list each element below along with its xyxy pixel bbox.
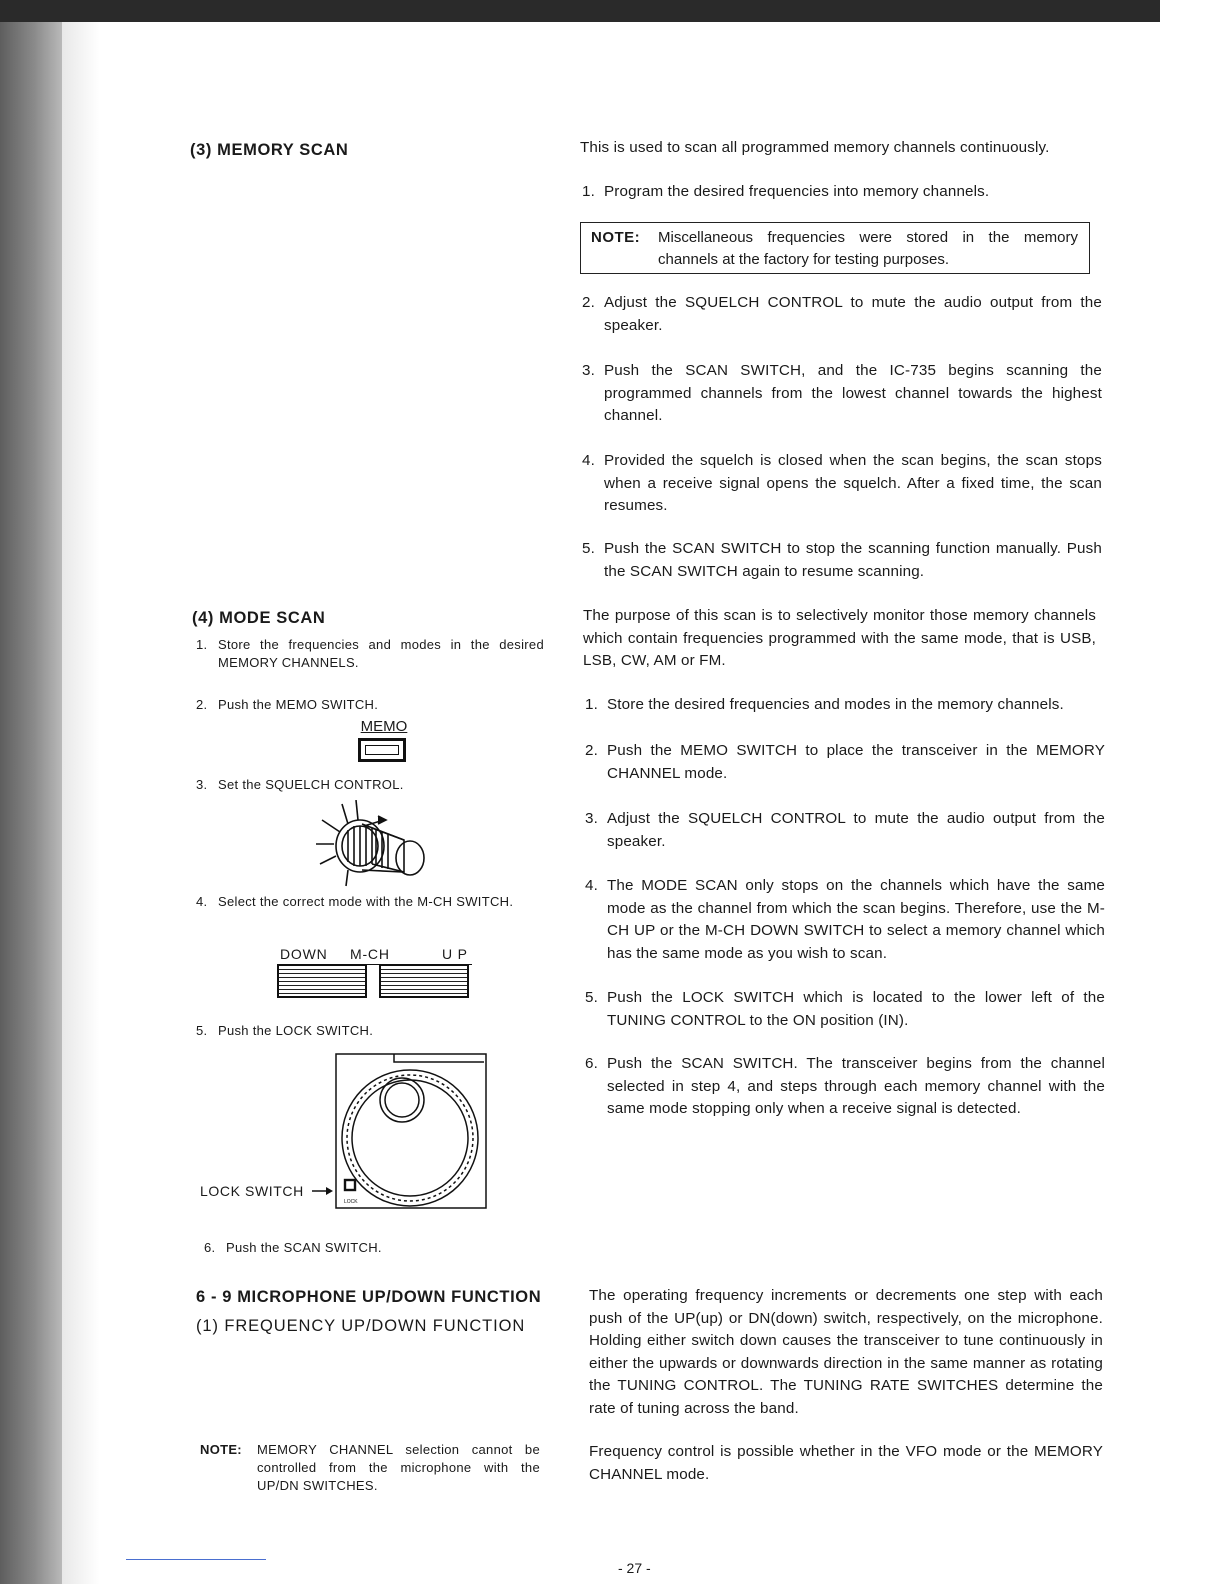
mic-subheading: (1) FREQUENCY UP/DOWN FUNCTION [196,1317,526,1335]
scan-right-margin [1160,0,1224,1584]
footer-rule [126,1559,266,1560]
mode-scan-step-1: 1. Store the desired frequencies and modes in the memory channels. [585,696,1064,713]
memory-scan-step-3: 3. Push the SCAN SWITCH, and the IC-735 begins scanning the programmed channels from the lowest channel towards the highest channel. [582,362,1102,424]
side-step-3: 3. Set the SQUELCH CONTROL. [196,777,404,792]
mch-down-label: DOWN [280,946,328,962]
mch-up-label: U P [442,946,468,962]
mic-paragraph-2: Frequency control is possible whether in the VFO mode or the MEMORY CHANNEL mode. [589,1443,1103,1483]
memory-scan-note-box [580,222,1090,274]
mic-note-text: MEMORY CHANNEL selection cannot be controlled from the microphone with the UP/DN SWITCHES. [257,1442,540,1493]
mch-up-switch [379,964,469,998]
lock-small-label: LOCK [344,1199,358,1205]
scan-top-edge [0,0,1160,22]
memory-scan-step-5: 5. Push the SCAN SWITCH to stop the scanning function manually. Push the SCAN SWITCH again to resume scanning. [582,540,1102,580]
scan-page-shadow [62,22,100,1584]
mode-scan-step-6: 6. Push the SCAN SWITCH. The transceiver begins from the channel selected in step 4, and steps through each memory channel with the same mode stopping only when a receive signal is detected. [585,1055,1105,1117]
page-number: - 27 - [618,1560,651,1576]
memory-scan-intro: This is used to scan all programmed memory channels continuously. [580,139,1050,156]
side-step-2: 2. Push the MEMO SWITCH. [196,697,379,712]
mode-scan-step-2: 2. Push the MEMO SWITCH to place the transceiver in the MEMORY CHANNEL mode. [585,742,1105,782]
scan-binding-edge [0,0,62,1584]
memory-scan-step-1: 1. Program the desired frequencies into memory channels. [582,183,990,200]
mic-note-label: NOTE: [200,1442,242,1457]
mch-label: M-CH [350,946,390,962]
mode-scan-step-5: 5. Push the LOCK SWITCH which is located to the lower left of the TUNING CONTROL to the ON position (IN). [585,989,1105,1029]
memory-scan-step-2: 2. Adjust the SQUELCH CONTROL to mute the audio output from the speaker. [582,294,1102,334]
tuning-control-figure [334,1052,490,1212]
side-step-4: 4. Select the correct mode with the M-CH SWITCH. [196,894,514,909]
lock-switch-label: LOCK SWITCH [200,1183,304,1199]
arrow-right-icon [312,1184,336,1198]
note-label: NOTE: [591,229,641,246]
memory-scan-step-4: 4. Provided the squelch is closed when the scan begins, the scan stops when a receive signal opens the squelch. After a fixed time, the scan resumes. [582,452,1102,514]
mch-down-switch [277,964,367,998]
side-step-5: 5. Push the LOCK SWITCH. [196,1023,374,1038]
mode-scan-heading: (4) MODE SCAN [192,609,326,627]
memo-label: MEMO [360,718,408,735]
note-text: Miscellaneous frequencies were stored in the memory channels at the factory for testing purposes. [658,229,1078,268]
side-step-6: 6. Push the SCAN SWITCH. [204,1240,382,1255]
mic-heading: 6 - 9 MICROPHONE UP/DOWN FUNCTION [196,1288,542,1306]
mode-scan-step-3: 3. Adjust the SQUELCH CONTROL to mute the audio output from the speaker. [585,810,1105,850]
mch-label-row [278,946,472,965]
memo-switch-figure [358,738,406,762]
mic-paragraph-1: The operating frequency increments or decrements one step with each push of the UP(up) or DN(down) switch, respectively, on the microphone. Holding either switch down causes the transceiver to tune continuously in either the upwards or downwards direction in the same manner as rotating the TUNING CONTROL. The TUNING RATE SWITCHES determine the rate of tuning across the band. [589,1287,1103,1417]
side-step-1: 1. Store the frequencies and modes in the desired MEMORY CHANNELS. [196,637,544,670]
mode-scan-step-4: 4. The MODE SCAN only stops on the channels which have the same mode as the channel from which the scan begins. Therefore, use the M-CH UP or the M-CH DOWN SWITCH to select a memory channel which has the same mode as you wish to scan. [585,877,1105,962]
squelch-knob-figure [312,800,434,892]
memory-scan-heading: (3) MEMORY SCAN [190,141,349,159]
mode-scan-intro: The purpose of this scan is to selectively monitor those memory channels which contain frequencies programmed with the same mode, that is USB, LSB, CW, AM or FM. [583,607,1096,669]
mic-note [200,1441,540,1495]
